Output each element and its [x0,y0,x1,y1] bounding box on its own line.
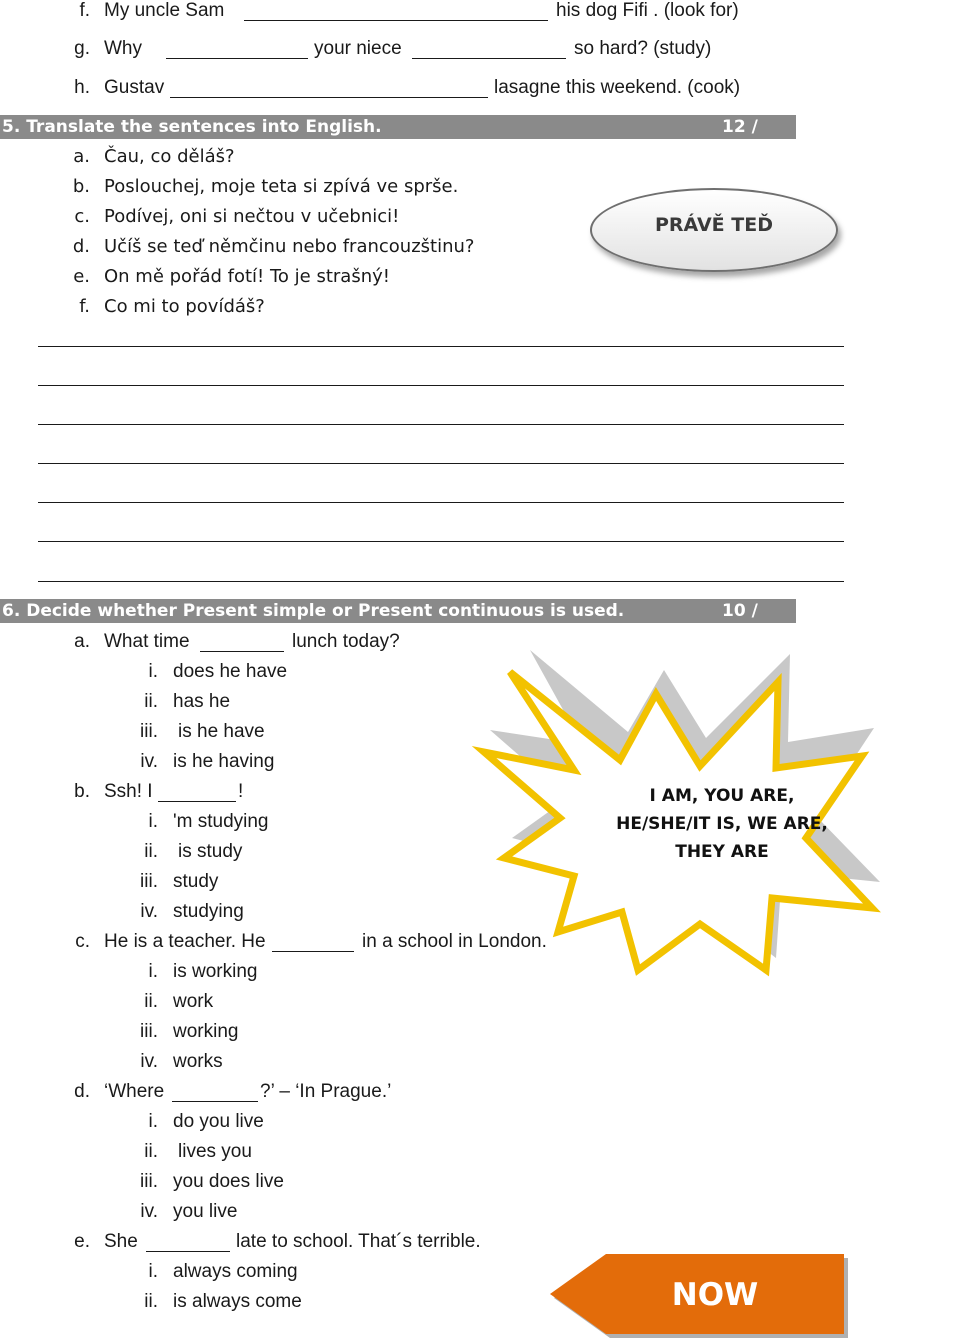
item-text: Co mi to povídáš? [104,296,265,317]
item-text-start: Why [104,38,142,59]
option-text: you does live [173,1171,284,1192]
option-label: iii. [140,1021,158,1042]
answer-blank[interactable] [244,4,548,21]
item-text: Čau, co děláš? [104,146,235,167]
option-label: iii. [140,721,158,742]
option-text: you live [173,1201,238,1222]
option-label: iii. [140,1171,158,1192]
writing-line[interactable] [38,346,844,347]
section-title: 6. Decide whether Present simple or Present continuous is used. [2,601,625,621]
option-label: iv. [140,1201,158,1222]
section-title: 5. Translate the sentences into English. [2,117,382,137]
item-label: a. [74,631,90,652]
option-text: always coming [173,1261,298,1282]
item-text-end: lasagne this weekend. (cook) [494,77,741,98]
item-label: c. [75,931,90,952]
item-text: Podívej, oni si nečtou v učebnici! [104,206,400,227]
option-text: does he have [173,661,288,682]
option-text: has he [173,691,231,712]
score-label: 10 / [722,601,758,621]
score-box [722,115,796,163]
option-text: is he having [173,751,275,772]
writing-line[interactable] [38,581,844,582]
answer-blank[interactable] [412,42,566,59]
item-label: d. [74,1081,90,1102]
answer-blank[interactable] [172,1085,258,1102]
writing-line[interactable] [38,424,844,425]
verb-be-note [580,782,864,866]
note-line: I AM, YOU ARE, [649,786,795,806]
prave-ted-badge [590,188,838,272]
item-text-end: late to school. That´s terrible. [236,1231,481,1252]
item-label: e. [73,266,90,287]
option-label: i. [148,961,158,982]
answer-blank[interactable] [166,42,308,59]
option-label: iv. [140,901,158,922]
item-text-start: She [104,1231,138,1252]
item-label: b. [74,781,90,802]
option-label: iv. [140,751,158,772]
option-label: ii. [144,991,158,1012]
writing-line[interactable] [38,502,844,503]
item-label: b. [72,176,90,197]
score-label: 12 / [722,117,758,137]
option-label: i. [148,661,158,682]
item-label: a. [73,146,90,167]
item-text-end: ! [238,781,244,802]
item-text-end: ?’ – ‘In Prague.’ [260,1081,392,1102]
item-label: d. [72,236,90,257]
item-text: Poslouchej, moje teta si zpívá ve sprše. [104,176,459,197]
option-label: iv. [140,1051,158,1072]
item-text-start: He is a teacher. He [104,931,266,952]
option-label: ii. [144,841,158,862]
item-label: f. [79,296,90,317]
score-blank[interactable] [728,139,762,156]
option-text: is working [173,961,258,982]
option-text: working [173,1021,239,1042]
option-text: 'm studying [173,811,269,832]
item-text-end: so hard? (study) [574,38,712,59]
answer-blank[interactable] [158,785,236,802]
writing-line[interactable] [38,541,844,542]
item-text-start: Ssh! I [104,781,153,802]
badge-label: PRÁVĚ TEĎ [655,214,773,236]
exercise-5-header [0,115,796,139]
item-label: g. [74,38,90,59]
answer-blank[interactable] [200,635,284,652]
writing-line[interactable] [38,463,844,464]
option-text: lives you [178,1141,252,1162]
option-label: iii. [140,871,158,892]
item-label: c. [74,206,90,227]
item-text-end: lunch today? [292,631,400,652]
item-label: h. [74,77,90,98]
item-text-start: What time [104,631,190,652]
option-text: is he have [178,721,265,742]
now-label: NOW [671,1277,759,1313]
option-label: ii. [144,691,158,712]
option-text: works [173,1051,223,1072]
item-label: e. [74,1231,90,1252]
item-text-start: My uncle Sam [104,0,225,21]
option-text: study [173,871,219,892]
option-label: i. [148,811,158,832]
option-text: work [173,991,214,1012]
option-text: do you live [173,1111,264,1132]
item-text-end: his dog Fifi . (look for) [556,0,739,21]
item-label: f. [79,0,90,21]
item-text: On mě pořád fotí! To je strašný! [104,266,390,287]
note-line: THEY ARE [675,842,769,862]
item-text-mid: your niece [314,38,402,59]
option-text: is always come [173,1291,302,1312]
item-text-start: ‘Where [104,1081,165,1102]
option-label: i. [148,1261,158,1282]
option-label: i. [148,1111,158,1132]
option-text: is study [178,841,243,862]
item-text-start: Gustav [104,77,165,98]
writing-line[interactable] [38,385,844,386]
answer-blank[interactable] [170,81,488,98]
note-line: HE/SHE/IT IS, WE ARE, [616,814,828,834]
item-text: Učíš se teď němčinu nebo francouzštinu? [104,236,475,257]
option-label: ii. [144,1291,158,1312]
answer-blank[interactable] [146,1235,230,1252]
option-text: studying [173,901,244,922]
item-text-end: in a school in London. [362,931,547,952]
option-label: ii. [144,1141,158,1162]
answer-blank[interactable] [272,935,354,952]
